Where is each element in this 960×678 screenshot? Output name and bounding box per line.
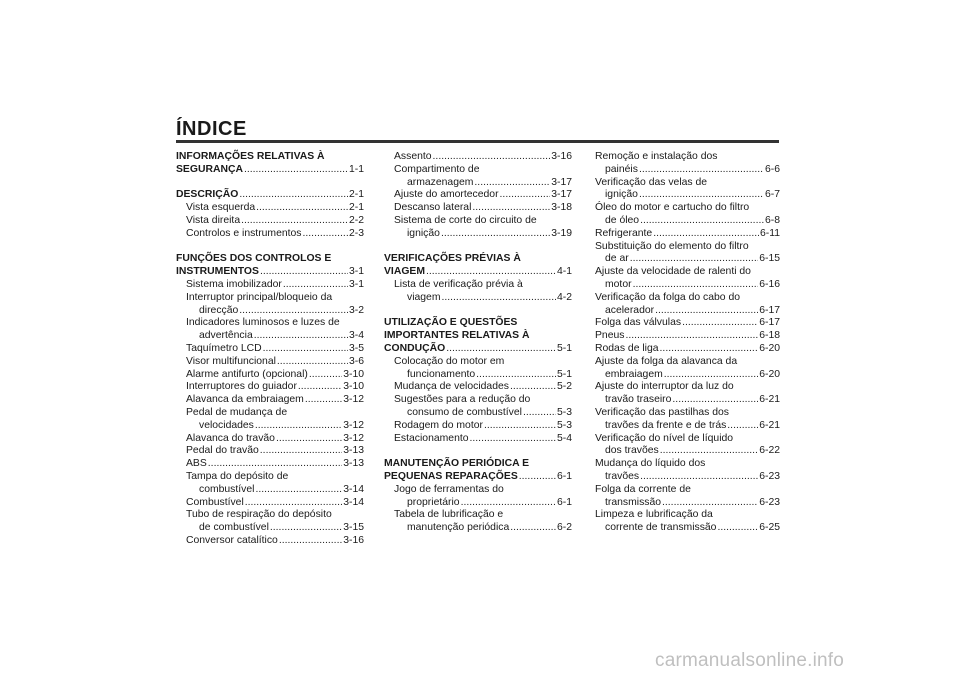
toc-entry[interactable] [176,420,364,433]
toc-entry [176,509,364,522]
dot-leader [309,369,342,382]
dot-leader [510,381,556,394]
toc-page-number: 5-2 [556,381,572,393]
toc-entry-label: INFORMAÇÕES RELATIVAS À [176,151,325,162]
toc-page-number: 3-4 [348,330,364,342]
toc-entry [384,484,572,497]
toc-entry-label: de combustível [199,522,269,534]
toc-page-number: 6-20 [759,342,780,354]
toc-page-number: 1-1 [348,163,364,175]
toc-entry-label: dos travões [605,445,659,457]
toc-entry-label: armazenagem [407,176,474,188]
toc-entry [384,279,572,292]
toc-entry-label: Colocação do motor em [394,355,505,367]
toc-entry[interactable] [595,343,780,356]
toc-entry[interactable] [176,535,364,548]
toc-entry [595,356,780,369]
toc-entry-label: combustível [199,483,255,495]
dot-leader [472,202,550,215]
toc-page-number: 6-17 [759,304,780,316]
toc-section-heading [176,151,364,164]
toc-entry [384,394,572,407]
toc-section-heading[interactable] [176,189,364,202]
toc-page-number: 3-2 [348,304,364,316]
dot-leader [461,497,556,510]
toc-page-number: 6-6 [764,163,780,175]
watermark-footer: carmanualsonline.info [655,650,845,671]
toc-section-heading[interactable] [176,266,364,279]
toc-page-number: 3-17 [551,189,572,201]
toc-entry-label: Interruptor principal/bloqueio da [186,291,333,303]
toc-entry-label: Visor multifuncional [186,355,276,367]
toc-entry-label: ABS [186,458,207,470]
dot-leader [474,177,550,190]
toc-entry-label: PEQUENAS REPARAÇÕES [384,470,518,482]
toc-entry [595,407,780,420]
dot-leader [244,164,348,177]
dot-leader [279,535,342,548]
toc-entry[interactable] [595,471,780,484]
toc-entry-label: Tabela de lubrificação e [394,509,504,521]
toc-entry[interactable] [176,497,364,510]
toc-page-number: 3-5 [348,342,364,354]
toc-entry-label: Ajuste da velocidade de ralenti do [595,266,751,278]
toc-entry-label: DESCRIÇÃO [176,189,239,201]
toc-entry-label: CONDUÇÃO [384,342,446,354]
toc-page-number: 6-23 [759,470,780,482]
page-title: ÍNDICE [176,118,247,140]
toc-page-number: 6-21 [759,394,780,406]
toc-entry[interactable] [384,407,572,420]
toc-entry-label: MANUTENÇÃO PERIÓDICA E [384,458,530,470]
toc-entry[interactable] [384,369,572,382]
toc-entry-label: travões [605,470,640,482]
toc-entry-label: Tampa do depósito de [186,470,289,482]
toc-entry[interactable] [595,497,780,510]
dot-leader [245,497,342,510]
toc-section-heading [384,330,572,343]
toc-page-number: 2-2 [348,214,364,226]
toc-entry[interactable] [595,330,780,343]
toc-page-number: 6-18 [759,330,780,342]
dot-leader [256,202,348,215]
dot-leader [276,433,342,446]
toc-entry[interactable] [595,215,780,228]
toc-section-heading[interactable] [176,164,364,177]
toc-entry[interactable] [595,279,780,292]
toc-page-number: 3-16 [551,151,572,162]
dot-leader [639,189,764,202]
toc-entry-label: manutenção periódica [407,522,510,534]
dot-leader [263,343,348,356]
toc-entry[interactable] [176,484,364,497]
toc-entry-label: Conversor catalítico [186,534,278,546]
toc-entry [176,317,364,330]
dot-leader [682,317,758,330]
toc-entry-label: Folga da corrente de [595,483,691,495]
toc-entry-label: Sistema imobilizador [186,278,282,290]
toc-entry-label: painéis [605,163,638,175]
toc-entry[interactable] [595,228,780,241]
toc-entry-label: motor [605,278,632,290]
toc-entry-label: Interruptores do guiador [186,381,297,393]
toc-entry-label: acelerador [605,304,655,316]
toc-entry[interactable] [384,228,572,241]
toc-section-heading[interactable] [384,343,572,356]
toc-section-heading [384,253,572,266]
toc-entry[interactable] [176,279,364,292]
toc-entry-label: transmissão [605,496,662,508]
toc-entry-label: Alavanca do travão [186,432,275,444]
toc-entry[interactable] [595,369,780,382]
toc-entry[interactable] [384,497,572,510]
toc-entry[interactable] [176,343,364,356]
toc-entry[interactable] [595,522,780,535]
toc-entry [595,241,780,254]
toc-entry [595,177,780,190]
toc-entry [176,407,364,420]
toc-entry-label: Ajuste da folga da alavanca da [595,355,738,367]
toc-entry[interactable] [595,189,780,202]
dot-leader [727,420,758,433]
toc-page-number: 6-23 [759,496,780,508]
toc-entry [595,151,780,164]
toc-entry-label: de ar [605,253,629,265]
toc-entry-label: Remoção e instalação dos [595,151,718,162]
toc-entry[interactable] [384,189,572,202]
dot-leader [305,394,342,407]
dot-leader [446,343,556,356]
toc-entry [384,164,572,177]
toc-page-number: 2-1 [348,202,364,214]
dot-leader [639,164,764,177]
toc-entry-label: Verificação das velas de [595,176,708,188]
toc-entry-label: travão traseiro [605,394,672,406]
toc-entry[interactable] [176,228,364,241]
toc-entry[interactable] [595,445,780,458]
toc-entry-label: Pneus [595,330,625,342]
toc-entry[interactable] [384,420,572,433]
toc-page-number: 3-6 [348,355,364,367]
toc-column-2 [384,151,572,535]
toc-entry-label: Óleo do motor e cartucho do filtro [595,202,750,214]
toc-page-number: 3-13 [343,445,364,457]
toc-entry-label: Lista de verificação prévia à [394,278,523,290]
toc-section-heading[interactable] [384,471,572,484]
toc-page-number: 6-20 [759,368,780,380]
toc-section-heading [384,317,572,330]
toc-entry-label: Mudança do líquido dos [595,458,706,470]
toc-column-1 [176,151,364,548]
toc-entry-label: embraiagem [605,368,663,380]
dot-leader [625,330,758,343]
dot-leader [254,330,348,343]
toc-page-number: 6-1 [556,470,572,482]
dot-leader [239,305,348,318]
toc-entry-label: corrente de transmissão [605,522,717,534]
dot-leader [519,471,556,484]
toc-entry[interactable] [384,522,572,535]
toc-page-number: 5-3 [556,406,572,418]
dot-leader [500,189,551,202]
toc-page-number: 6-8 [764,214,780,226]
toc-entry-label: Compartimento de [394,163,480,175]
toc-page-number: 3-15 [343,522,364,534]
toc-entry-label: de óleo [605,214,640,226]
dot-leader [277,356,348,369]
toc-entry-label: ignição [407,227,440,239]
toc-entry-label: Taquímetro LCD [186,342,262,354]
toc-entry-label: Combustível [186,496,244,508]
toc-entry-label: Jogo de ferramentas do [394,483,504,495]
toc-entry [176,471,364,484]
toc-entry [595,381,780,394]
toc-section-heading [384,458,572,471]
dot-leader [270,522,342,535]
toc-page-number: 6-1 [556,496,572,508]
toc-page-number: 6-15 [759,253,780,265]
toc-page-number: 5-1 [556,368,572,380]
toc-page-number: 6-16 [759,278,780,290]
toc-entry-label: Limpeza e lubrificação da [595,509,713,521]
dot-leader [717,522,758,535]
toc-entry[interactable] [384,292,572,305]
toc-entry-label: IMPORTANTES RELATIVAS À [384,330,530,342]
toc-entry-label: proprietário [407,496,460,508]
toc-entry[interactable] [595,305,780,318]
dot-leader [208,458,342,471]
toc-section-heading [176,253,364,266]
dot-leader [640,471,758,484]
toc-entry[interactable] [176,522,364,535]
toc-entry [595,484,780,497]
toc-entry[interactable] [176,381,364,394]
toc-entry-label: Pedal do travão [186,445,259,457]
toc-entry-label: VERIFICAÇÕES PRÉVIAS À [384,253,521,265]
toc-entry-label: velocidades [199,419,254,431]
section-spacer [384,305,572,318]
toc-column-3 [595,151,780,535]
dot-leader [664,369,758,382]
dot-leader [441,228,550,241]
toc-page-number: 6-2 [556,522,572,534]
toc-page-number: 3-10 [343,381,364,393]
dot-leader [260,266,348,279]
toc-page-number: 3-16 [343,534,364,546]
toc-entry-label: Refrigerante [595,227,653,239]
section-spacer [384,241,572,254]
toc-entry[interactable] [176,369,364,382]
toc-page-number: 4-2 [556,291,572,303]
toc-entry [595,433,780,446]
dot-leader [255,484,342,497]
dot-leader [476,369,556,382]
toc-entry[interactable] [176,305,364,318]
toc-page-number: 3-18 [551,202,572,214]
toc-entry-label: Rodagem do motor [394,419,483,431]
toc-entry-label: SEGURANÇA [176,163,243,175]
toc-entry-label: Verificação do nível de líquido [595,432,734,444]
toc-entry-label: Estacionamento [394,432,469,444]
toc-entry-label: FUNÇÕES DOS CONTROLOS E [176,253,332,265]
toc-page-number: 3-12 [343,432,364,444]
toc-entry-label: funcionamento [407,368,476,380]
dot-leader [484,420,556,433]
toc-section-heading[interactable] [384,266,572,279]
toc-entry-label: Verificação da folga do cabo do [595,291,740,303]
toc-entry-label: viagem [407,291,441,303]
toc-page-number: 3-17 [551,176,572,188]
toc-page-number: 5-4 [556,432,572,444]
toc-entry[interactable] [384,177,572,190]
toc-page-number: 3-12 [343,394,364,406]
dot-leader [633,279,759,292]
toc-page-number: 3-13 [343,458,364,470]
toc-page-number: 3-14 [343,496,364,508]
toc-page-number: 6-11 [759,227,780,239]
toc-entry[interactable] [595,164,780,177]
toc-entry-label: UTILIZAÇÃO E QUESTÕES [384,317,518,329]
dot-leader [662,497,758,510]
toc-entry-label: Verificação das pastilhas dos [595,406,730,418]
toc-entry-label: Ajuste do interruptor da luz do [595,381,734,393]
toc-entry[interactable] [595,253,780,266]
toc-entry-label: Folga das válvulas [595,317,682,329]
dot-leader [523,407,556,420]
toc-entry-label: Pedal de mudança de [186,406,288,418]
toc-entry[interactable] [176,458,364,471]
toc-entry-label: consumo de combustível [407,406,522,418]
toc-entry-label: Vista direita [186,214,241,226]
toc-entry-label: ignição [605,189,638,201]
toc-entry-label: VIAGEM [384,266,425,278]
dot-leader [672,394,758,407]
toc-entry [595,292,780,305]
dot-leader [433,151,551,164]
toc-page-number: 6-7 [764,189,780,201]
toc-entry[interactable] [384,151,572,164]
toc-page-number: 3-19 [551,227,572,239]
toc-entry[interactable] [176,394,364,407]
toc-entry [595,458,780,471]
toc-entry[interactable] [176,202,364,215]
dot-leader [241,215,348,228]
toc-entry [384,356,572,369]
toc-entry [595,266,780,279]
dot-leader [653,228,759,241]
dot-leader [283,279,348,292]
toc-entry[interactable] [384,381,572,394]
toc-entry[interactable] [595,317,780,330]
toc-entry[interactable] [384,202,572,215]
toc-page-number: 4-1 [556,266,572,278]
toc-entry [384,215,572,228]
toc-entry-label: advertência [199,330,253,342]
section-spacer [176,241,364,254]
dot-leader [640,215,764,228]
dot-leader [660,445,758,458]
toc-entry [595,202,780,215]
dot-leader [470,433,556,446]
toc-entry[interactable] [384,433,572,446]
toc-entry [176,292,364,305]
section-spacer [176,177,364,190]
dot-leader [510,522,556,535]
toc-entry-label: Descanso lateral [394,202,472,214]
toc-page-number: 6-25 [759,522,780,534]
dot-leader [630,253,759,266]
toc-entry-label: Vista esquerda [186,202,256,214]
toc-entry-label: Controlos e instrumentos [186,227,302,239]
toc-entry-label: INSTRUMENTOS [176,266,259,278]
toc-entry-label: Alarme antifurto (opcional) [186,368,308,380]
dot-leader [426,266,556,279]
dot-leader [239,189,348,202]
section-spacer [384,445,572,458]
toc-entry-label: Sugestões para a redução do [394,394,531,406]
toc-page-number: 2-1 [348,189,364,201]
toc-entry-label: Rodas de liga [595,342,659,354]
toc-entry[interactable] [176,433,364,446]
toc-page-number: 3-1 [348,266,364,278]
toc-page-number: 6-21 [759,419,780,431]
dot-leader [655,305,758,318]
toc-entry-label: Ajuste do amortecedor [394,189,499,201]
toc-entry-label: Indicadores luminosos e luzes de [186,317,340,329]
toc-entry[interactable] [176,330,364,343]
toc-page-number: 6-22 [759,445,780,457]
dot-leader [255,420,342,433]
toc-page-number: 5-3 [556,419,572,431]
toc-entry-label: Alavanca da embraiagem [186,394,304,406]
toc-page-number: 3-14 [343,483,364,495]
toc-entry[interactable] [176,215,364,228]
toc-page-number: 6-17 [759,317,780,329]
toc-entry-label: Mudança de velocidades [394,381,509,393]
toc-entry-label: Substituição do elemento do filtro [595,240,749,252]
toc-page-number: 3-10 [343,368,364,380]
toc-entry[interactable] [595,420,780,433]
title-divider [176,140,779,143]
toc-entry-label: direcção [199,304,239,316]
toc-entry[interactable] [176,356,364,369]
toc-entry [384,509,572,522]
toc-entry[interactable] [176,445,364,458]
dot-leader [660,343,759,356]
toc-page-number: 3-12 [343,419,364,431]
toc-entry-label: travões da frente e de trás [605,419,727,431]
toc-page-number: 2-3 [348,227,364,239]
dot-leader [260,445,342,458]
toc-entry-label: Tubo de respiração do depósito [186,509,332,521]
toc-entry[interactable] [595,394,780,407]
dot-leader [442,292,556,305]
toc-page-number: 5-1 [556,342,572,354]
toc-page-number: 3-1 [348,278,364,290]
toc-entry-label: Sistema de corte do circuito de [394,214,537,226]
toc-entry [595,509,780,522]
toc-entry-label: Assento [394,151,432,162]
dot-leader [298,381,342,394]
dot-leader [303,228,348,241]
